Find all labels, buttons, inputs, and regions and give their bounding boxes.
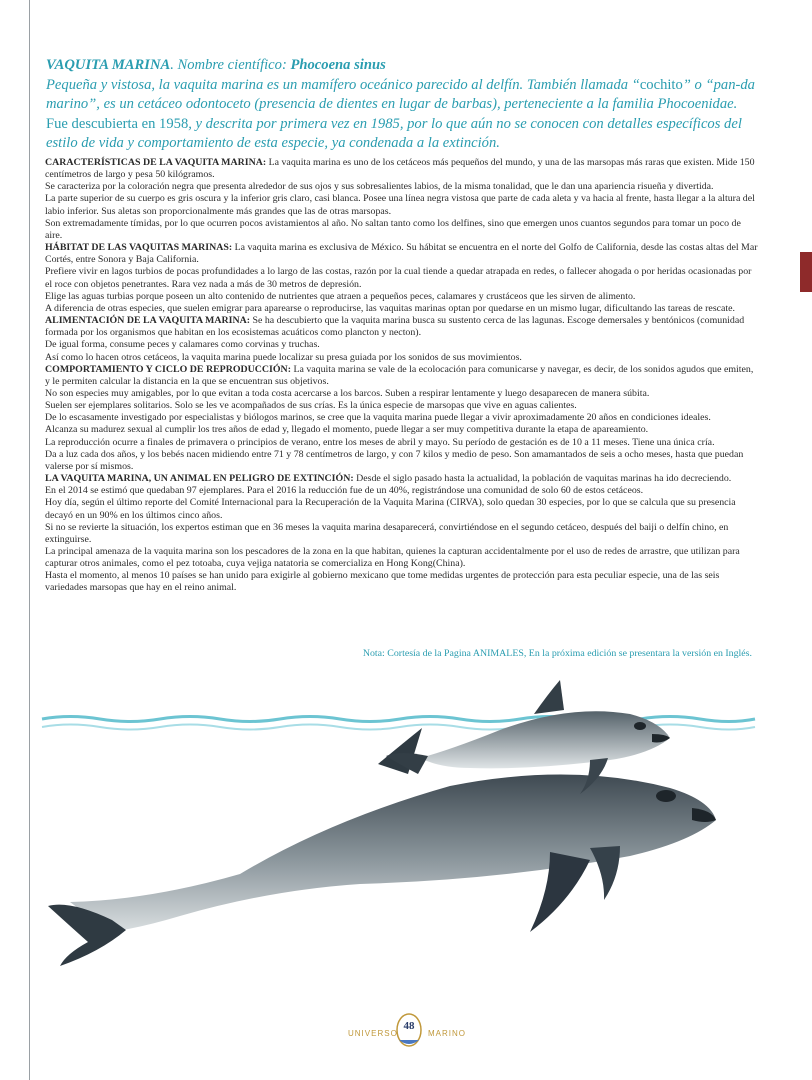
section-paragraph: Elige las aguas turbias porque poseen un alto contenido de nutrientes que atraen a pequeños peces, calamares y crustáceos que les sirven de alimento.	[45, 290, 636, 302]
section-paragraph: Así como lo hacen otros cetáceos, la vaquita marina puede localizar su presa guiada por los sonidos de sus movimientos.	[45, 351, 522, 363]
section-paragraph: Suelen ser ejemplares solitarios. Solo se les ve acompañados de sus crías. Es la única especie de marsopas que vive en aguas calientes.	[45, 400, 577, 412]
section-lead-paragraph	[45, 473, 758, 485]
section-paragraph: La parte superior de su cuerpo es gris oscura y la inferior gris claro, casi blanca. Posee una línea negra vistosa que parte de cada aleta y va hacia al frente, hasta llegar a la altura del labio inferior. Sus aletas son proporcionalmente más grandes que las de otras marsopas.	[45, 193, 755, 217]
section-edge-tab	[800, 252, 812, 292]
section-heading: ALIMENTACIÓN DE LA VAQUITA MARINA:	[45, 315, 251, 327]
intro-line-1: Pequeña y vistosa, la vaquita marina es un mamífero oceánico parecido al delfín. También llamada “	[46, 76, 640, 93]
section-lead-text: Desde el siglo pasado hasta la actualidad, la población de vaquitas marinas ha ido decreciendo.	[353, 473, 732, 485]
section-lead-text: La vaquita marina es uno de los cetáceos más pequeños del mundo, y una de las marsopas más raras que existen. Mide 150 centímetros de largo y pesa 50 kilógramos.	[45, 157, 755, 181]
section-paragraph: Se caracteriza por la coloración negra que presenta alrededor de sus ojos y sus sobresalientes labios, de la misma tonalidad, que le dan una apariencia risueña y divertida.	[45, 181, 714, 193]
section-lead-paragraph	[45, 157, 758, 181]
article-body	[45, 157, 758, 595]
discovery-date: Fue descubierta en 1958	[46, 115, 189, 132]
section-heading: COMPORTAMIENTO Y CICLO DE REPRODUCCIÓN:	[45, 363, 291, 375]
intro-line-3: , y descrita por primera vez en 1985, por lo que aún no se conocen con detalles específicos del estilo de vida y comportamiento de esta especie, ya condenada a la extinción.	[46, 115, 742, 151]
section-paragraph: Hoy día, según el último reporte del Comité Internacional para la Recuperación de la Vaquita Marina (CIRVA), solo quedan 30 especies, por lo que se calcula que su presencia decayó en un 90% en los últimos cinco años.	[45, 497, 736, 521]
section-heading: CARACTERÍSTICAS DE LA VAQUITA MARINA:	[45, 157, 267, 168]
section-lead-text: La vaquita marina se vale de la ecolocación para comunicarse y navegar, es decir, de los sonidos agudos que emiten, y le permiten calcular la distancia en la que se encuentran sus objetivos.	[45, 363, 754, 387]
intro-block	[46, 56, 758, 154]
section-paragraph: Da a luz cada dos años, y los bebés nacen midiendo entre 71 y 78 centímetros de largo, y con 7 kilos y medio de peso. Son amamantados de seis a ocho meses, hasta que puedan valerse por sí mismos.	[45, 448, 744, 472]
adult-vaquita	[48, 728, 716, 966]
section-lead-text: Se ha descubierto que la vaquita marina busca su sustento cerca de las lagunas. Escoge demersales y bentónicos (comunidad formada por los organismos que habitan en los ecosistemas acuáticos como plancton y necton).	[45, 315, 745, 339]
section-paragraph: Son extremadamente tímidas, por lo que ocurren pocos avistamientos al año. No saltan tanto como los delfines, sino que emergen unos cuantos segundos para tomar un poco de aire.	[45, 217, 741, 241]
section-paragraph: De igual forma, consume peces y calamares como corvinas y truchas.	[45, 339, 320, 351]
section-paragraph: Si no se revierte la situación, los expertos estiman que en 36 meses la vaquita marina desaparecerá, convirtiéndose en el segundo cetáceo, después del baiji o delfín chino, en extinguirse.	[45, 521, 729, 545]
section-heading: HÁBITAT DE LAS VAQUITAS MARINAS:	[45, 242, 233, 254]
section-heading: LA VAQUITA MARINA, UN ANIMAL EN PELIGRO DE EXTINCIÓN:	[45, 473, 354, 485]
article-title: VAQUITA MARINA	[46, 57, 171, 73]
scientific-name: Phocoena sinus	[290, 57, 386, 73]
section-lead-paragraph	[45, 364, 758, 388]
section-lead-paragraph	[45, 242, 758, 266]
section-paragraph: En el 2014 se estimó que quedaban 97 ejemplares. Para el 2016 la reducción fue de un 40%, registrándose una comunidad de solo 60 de estos cetáceos.	[45, 485, 644, 497]
section-paragraph: La principal amenaza de la vaquita marina son los pescadores de la zona en la que habitan, quienes la capturan accidentalmente por el uso de redes de arrastre, que utilizan para capturar otros animales, como el pez totoaba, cuya vejiga natatoria se comercializa en Hong Kong(China).	[45, 546, 740, 570]
section-paragraph: Hasta el momento, al menos 10 países se han unido para exigirle al gobierno mexicano que tome medidas urgentes de protección para esta peculiar especie, una de las seis variedades marsopas que hay en el reino animal.	[45, 570, 720, 594]
nickname-cochito: cochito	[639, 76, 683, 93]
section-paragraph: Prefiere vivir en lagos turbios de pocas profundidades a lo largo de las costas, razón por la cual tiende a quedar atrapada en redes, o fallecer ahogada o por heridas ocasionadas por el roce con objetos penetrantes. Rara vez nada a más de 30 metros de depresión.	[45, 266, 752, 290]
footer-brand-right: MARINO	[428, 1029, 466, 1038]
section-paragraph: Alcanza su madurez sexual al cumplir los tres años de edad y, llegado el momento, puede llegar a ser muy competitiva durante la etapa de apareamiento.	[45, 424, 649, 436]
section-paragraph: La reproducción ocurre a finales de primavera o principios de verano, entre los meses de abril y mayo. Su período de gestación es de 10 a 11 meses. Tiene una única cría.	[45, 436, 715, 448]
courtesy-note: Nota: Cortesía de la Pagina ANIMALES, En la próxima edición se presentara la versión en Inglés.	[362, 648, 752, 659]
sci-label: . Nombre científico:	[170, 57, 291, 73]
section-paragraph: A diferencia de otras especies, que suelen emigrar para aparearse o reproducirse, las vaquitas marinas optan por quedarse en un mismo lugar, dificultando las tareas de rescate.	[45, 302, 736, 314]
footer-brand-left: UNIVERSO	[348, 1029, 398, 1038]
section-lead-text: La vaquita marina es exclusiva de México. Su hábitat se encuentra en el norte del Golfo de California, desde las costas altas del Mar Cortés, entre Sonora y Baja California.	[45, 242, 758, 266]
vaquita-illustration	[30, 670, 770, 970]
page-number: 48	[403, 1020, 415, 1032]
intro-line-2: ” o “pan-da marino”, es un cetáceo odontoceto (presencia de dientes en lugar de barbas), perteneciente a la familia Phocoenidae.	[46, 76, 755, 112]
section-paragraph: De lo escasamente investigado por especialistas y biólogos marinos, se cree que la vaquita marina puede llegar a vivir aproximadamente 20 años en condiciones ideales.	[45, 412, 711, 424]
section-lead-paragraph	[45, 315, 758, 339]
section-paragraph: No son especies muy amigables, por lo que evitan a toda costa acercarse a los barcos. Suben a respirar lentamente y luego desaparecen de manera súbita.	[45, 387, 650, 399]
